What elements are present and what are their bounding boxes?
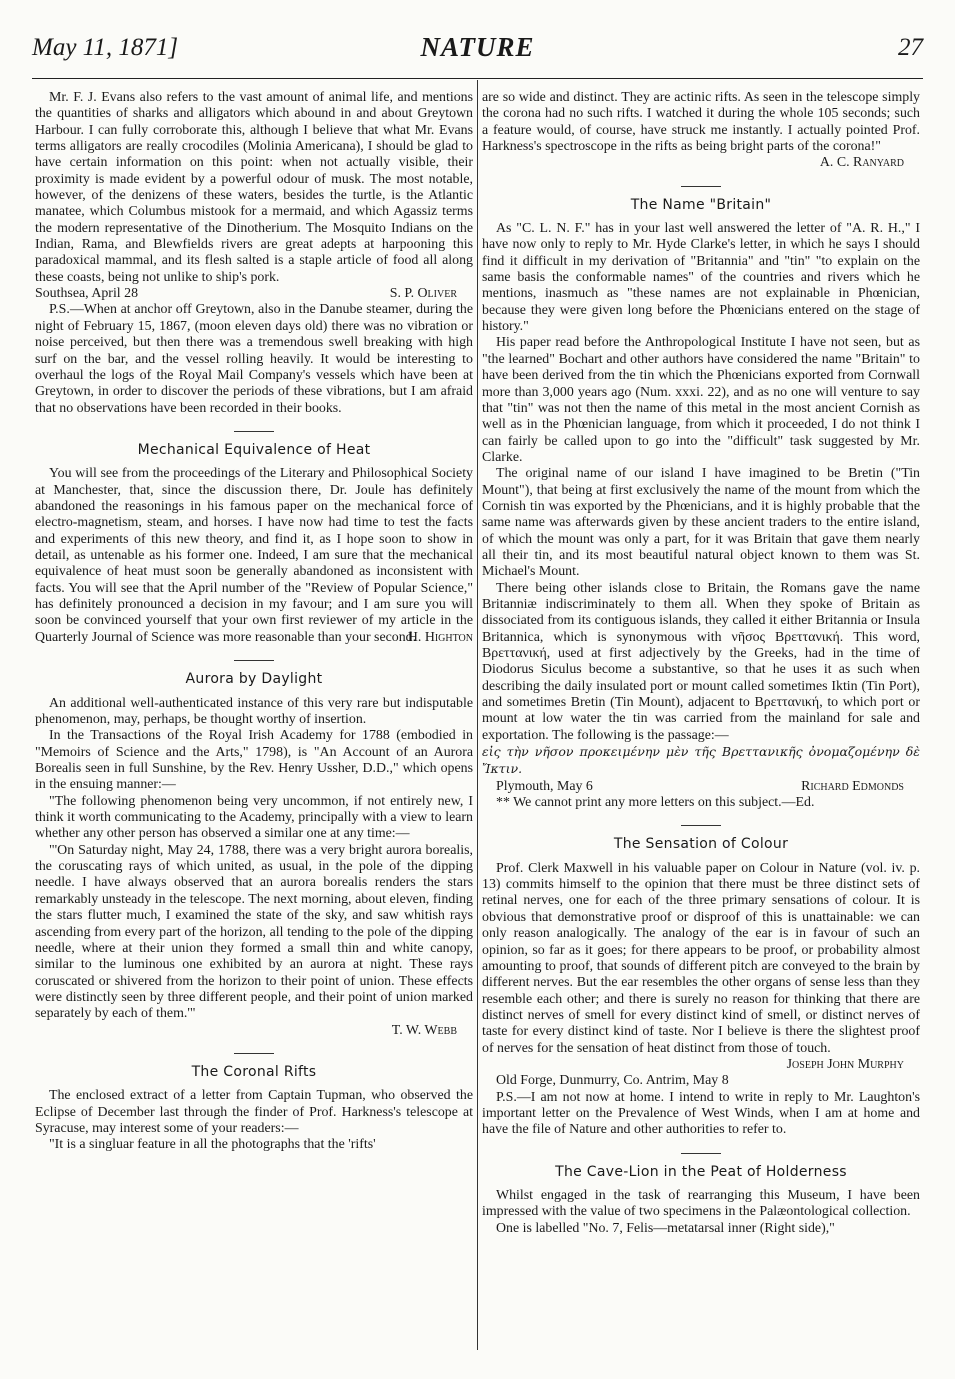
page-number: 27 [898, 34, 923, 61]
oliver-place-date: Southsea, April 28 [35, 286, 139, 302]
cave-lion-heading: The Cave-Lion in the Peat of Holderness [555, 1163, 847, 1180]
aurora-heading: Aurora by Daylight [185, 671, 323, 688]
murphy-place-date: Old Forge, Dunmurry, Co. Antrim, May 8 [496, 1073, 729, 1089]
section-separator [234, 431, 274, 432]
britain-paragraph-4: There being other islands close to Britain, the Romans gave the name Britanniæ indiscriminately to them all. When they spoke of Britain as dissociated from its contiguous islands, they called it either Britannia or Insula Britannica, which is synonymous with νῆσος Βρεττανική. This word, Βρεττανική, used at first adjectively by the Greeks, had in the time of Diodorus Siculus become a substantive, so that he uses it as such when describing the daily insulated port or mount called sometimes Iktin (Tin Port), and sometimes Bretin (Tin Mount), adjacent to Βρεττανική, to which port or mount at low water the tin was carried from the mainland for sale and exportation. The following is the passage:— [482, 580, 920, 743]
left-column [35, 90, 473, 1154]
coronal-rifts-paragraph-2: "It is a singluar feature in all the photographs that the 'rifts' [49, 1137, 376, 1153]
oliver-signature-line [35, 286, 473, 302]
edmonds-signature: Richard Edmonds [801, 778, 904, 794]
edmonds-place-date: Plymouth, May 6 [496, 778, 593, 794]
evans-postscript: P.S.—When at anchor off Greytown, also in the Danube steamer, during the night of February 15, 1867, (moon eleven days old) there was no vibration or noise perceived, but then there was a tremendous swell breaking with high surf on the bar, and the vessel rolling heavily. It would be interesting to overhaul the logs of the Royal Mail Company's vessels which have been at Greytown, in order to discover the periods of these vibrations, but I am afraid that no observations have been recorded in their books. [35, 302, 473, 416]
greek-quotation-text: εἰς τὴν νῆσον προκειμένην μὲν τῆς Βρεττανικῆς ὀνομαζομένην δὲ Ἴκτιν. [482, 744, 920, 777]
mechanical-heat-paragraph: You will see from the proceedings of the Literary and Philosophical Society at Manchester, that, since the discussion there, Dr. Joule has definitely abandoned the reasonings in his famous paper on the mechanical force of electro-magnetism, steam, and horses. I have now had time to test the facts and experiments of this new theory, and find it, as I hope soon to show in detail, as untenable as his former one. Indeed, I am sure that the mechanical equivalence of heat must soon be generally abandoned as inconsistent with facts. You will see that the April number of the "Review of Popular Science," has definitely pronounced a decision in my favour; and I am sure you will soon be convinced yourself that your own first reviewer of my article in the Quarterly Journal of Science was more reasonable than your second. [35, 466, 473, 645]
coronal-rifts-heading: The Coronal Rifts [191, 1063, 317, 1080]
greek-quotation [482, 744, 920, 779]
section-separator [681, 1153, 721, 1154]
section-separator [234, 660, 274, 661]
edmonds-signature-line [482, 779, 920, 795]
aurora-paragraph-2: In the Transactions of the Royal Irish Academy for 1788 (embodied in "Memoirs of Science and the Arts," 1798), is "An Account of an Aurora Borealis seen in full Sunshine, by the Rev. Henry Ussher, D.D.," which opens in the ensuing manner:— [35, 728, 473, 793]
column-divider [477, 80, 478, 1350]
page-header [32, 30, 923, 79]
cave-lion-paragraph-2: One is labelled "No. 7, Felis—metatarsal inner (Right side)," [496, 1220, 835, 1236]
journal-title: NATURE [420, 32, 535, 62]
mechanical-heat-heading: Mechanical Equivalence of Heat [137, 441, 371, 458]
aurora-paragraph-4: "'On Saturday night, May 24, 1788, there was a very bright aurora borealis, the coruscating rays of which united, as usual, in the pole of the dipping needle. I have always observed that an aurora borealis renders the stars remarkably unsteady in the telescope. The next morning, about eleven, finding the stars flutter much, I examined the state of the sky, and saw whitish rays ascending from every part of the horizon, all tending to the pole of the dipping needle, where at their union they formed a small thin and white canopy, similar to the luminous one exhibited by an aurora at night. These rays coruscated or shivered from the horizon to their point of union. These effects were distinctly seen by three different people, and their point of union marked separately by each of them.'" [35, 842, 473, 1022]
britain-paragraph-1: As "C. L. N. F." has in your last well answered the letter of "A. R. H.," I have now only to reply to Mr. Hyde Clarke's letter, in which he says I should find it difficult in my derivation of "Britannia" and "tin" "to explain on the same basis the conformable names" of the countries and rivers which he mentions, inasmuch as "these names are not explainable in Phœnician, because they were given long before the Phœnicians entered on the stage of history." [482, 221, 920, 335]
colour-heading: The Sensation of Colour [613, 836, 789, 853]
coronal-rifts-continuation: are so wide and distinct. They are actinic rifts. As seen in the telescope simply the corona had no such rifts. I watched it during the whole 105 seconds; such a feature would, of course, have struck me instantly. I actually pointed Prof. Harkness's spectroscope in the rifts as being bright parts of the corona!" [482, 90, 920, 155]
murphy-postscript: P.S.—I am not now at home. I intend to write in reply to Mr. Laughton's important letter on the Prevalence of West Winds, when I am at home and have the file of Nature and other authorities to refer to. [482, 1089, 920, 1138]
editor-note: ** We cannot print any more letters on this subject.—Ed. [496, 795, 815, 811]
section-separator [681, 186, 721, 187]
right-column [482, 90, 920, 1237]
aurora-paragraph-1: An additional well-authenticated instance of this very rare but indisputable phenomenon, may, perhaps, be thought worthy of insertion. [35, 695, 473, 728]
issue-date: May 11, 1871] [32, 34, 179, 61]
colour-paragraph: Prof. Clerk Maxwell in his valuable paper on Colour in Nature (vol. iv. p. 13) commits himself to the opinion that there must be three distinct sets of retinal nerves, one for each of the three primary sensations of colour. It is obvious that demonstrative proof or disproof of this is unattainable: we can only reason analogically. The analogy of the ear is in favour of such an opinion, so far as it goes; for there appears to be proof, or probability almost amounting to proof, that sounds of different pitch are conveyed to the brain by different nerves. But the ear resembles the other organs of sense less than they resemble each other; and there is surely no reason for thinking that there are distinct nerves of smell for every distinct kind of smell, or distinct nerves of taste for every distinct kind of taste. Nor I believe is there the slightest proof of nerves for the sensation of heat distinct from those of touch. [482, 860, 920, 1056]
highton-signature: H. Highton [407, 630, 473, 645]
oliver-signature: S. P. Oliver [389, 286, 457, 302]
murphy-signature: Joseph John Murphy [786, 1056, 904, 1072]
section-separator [234, 1053, 274, 1054]
britain-heading: The Name "Britain" [630, 196, 772, 213]
cave-lion-paragraph-1: Whilst engaged in the task of rearranging this Museum, I have been impressed with the value of two specimens in the Palæontological collection. [482, 1187, 920, 1220]
webb-signature: T. W. Webb [391, 1022, 457, 1038]
coronal-rifts-paragraph-1: The enclosed extract of a letter from Captain Tupman, who observed the Eclipse of December last through the finder of Prof. Harkness's telescope at Syracuse, may interest some of your readers:— [35, 1088, 473, 1136]
ranyard-signature: A. C. Ranyard [819, 155, 904, 171]
evans-letter-paragraph: Mr. F. J. Evans also refers to the vast amount of animal life, and mentions the quantities of sharks and alligators which abound in and about Greytown Harbour. I can fully corroborate this, although I believe that what Mr. Evans terms alligators are really crocodiles (Molinia Americana), I should be glad to have certain information on this point: when not actually visible, their proximity is made evident by a powerful odour of musk. The most notable, however, of the denizens of these waters, besides the turtle, is the Atlantic manatee, which Columbus mistook for a mermaid, and which Agassiz terms the modern representative of the Dinotherium. The Mosquito Indians on the Indian, Rama, and Blewfields rivers are great adepts at harpooning this paradoxical mammal, and its flesh salted is a staple article of food all along these coasts, being not unlike to ship's pork. [35, 90, 473, 285]
britain-paragraph-2: His paper read before the Anthropological Institute I have not seen, but as "the learned" Bochart and other authors have considered the name "Britain" to have been derived from the tin which the Phœnicians exported from Cornwall more than 3,000 years ago (Num. xxxi. 22), and as no one will venture to say that "tin" was not then the name of this metal in the most ancient Cornish as well as in the Phœnician language, from which it proceeded, I do not think I can fairly be called upon to go into the "difficult" task suggested by Mr. Clarke. [482, 335, 920, 465]
britain-paragraph-3: The original name of our island I have imagined to be Bretin ("Tin Mount"), that being at first exclusively the name of the mount from which the Cornish tin was exported by the Phœnicians, and it is highly probable that the same name was afterwards given by these ancient traders to the entire island, of which the mount was only a part, for it was Britain that gave them nearly all their tin, and its most beautiful natural object known to them was St. Michael's Mount. [482, 466, 920, 580]
aurora-paragraph-3: "The following phenomenon being very uncommon, if not entirely new, I think it worth communicating to the Academy, principally with a view to learn whether any other person has observed a similar one at any time:— [35, 793, 473, 842]
section-separator [681, 825, 721, 826]
